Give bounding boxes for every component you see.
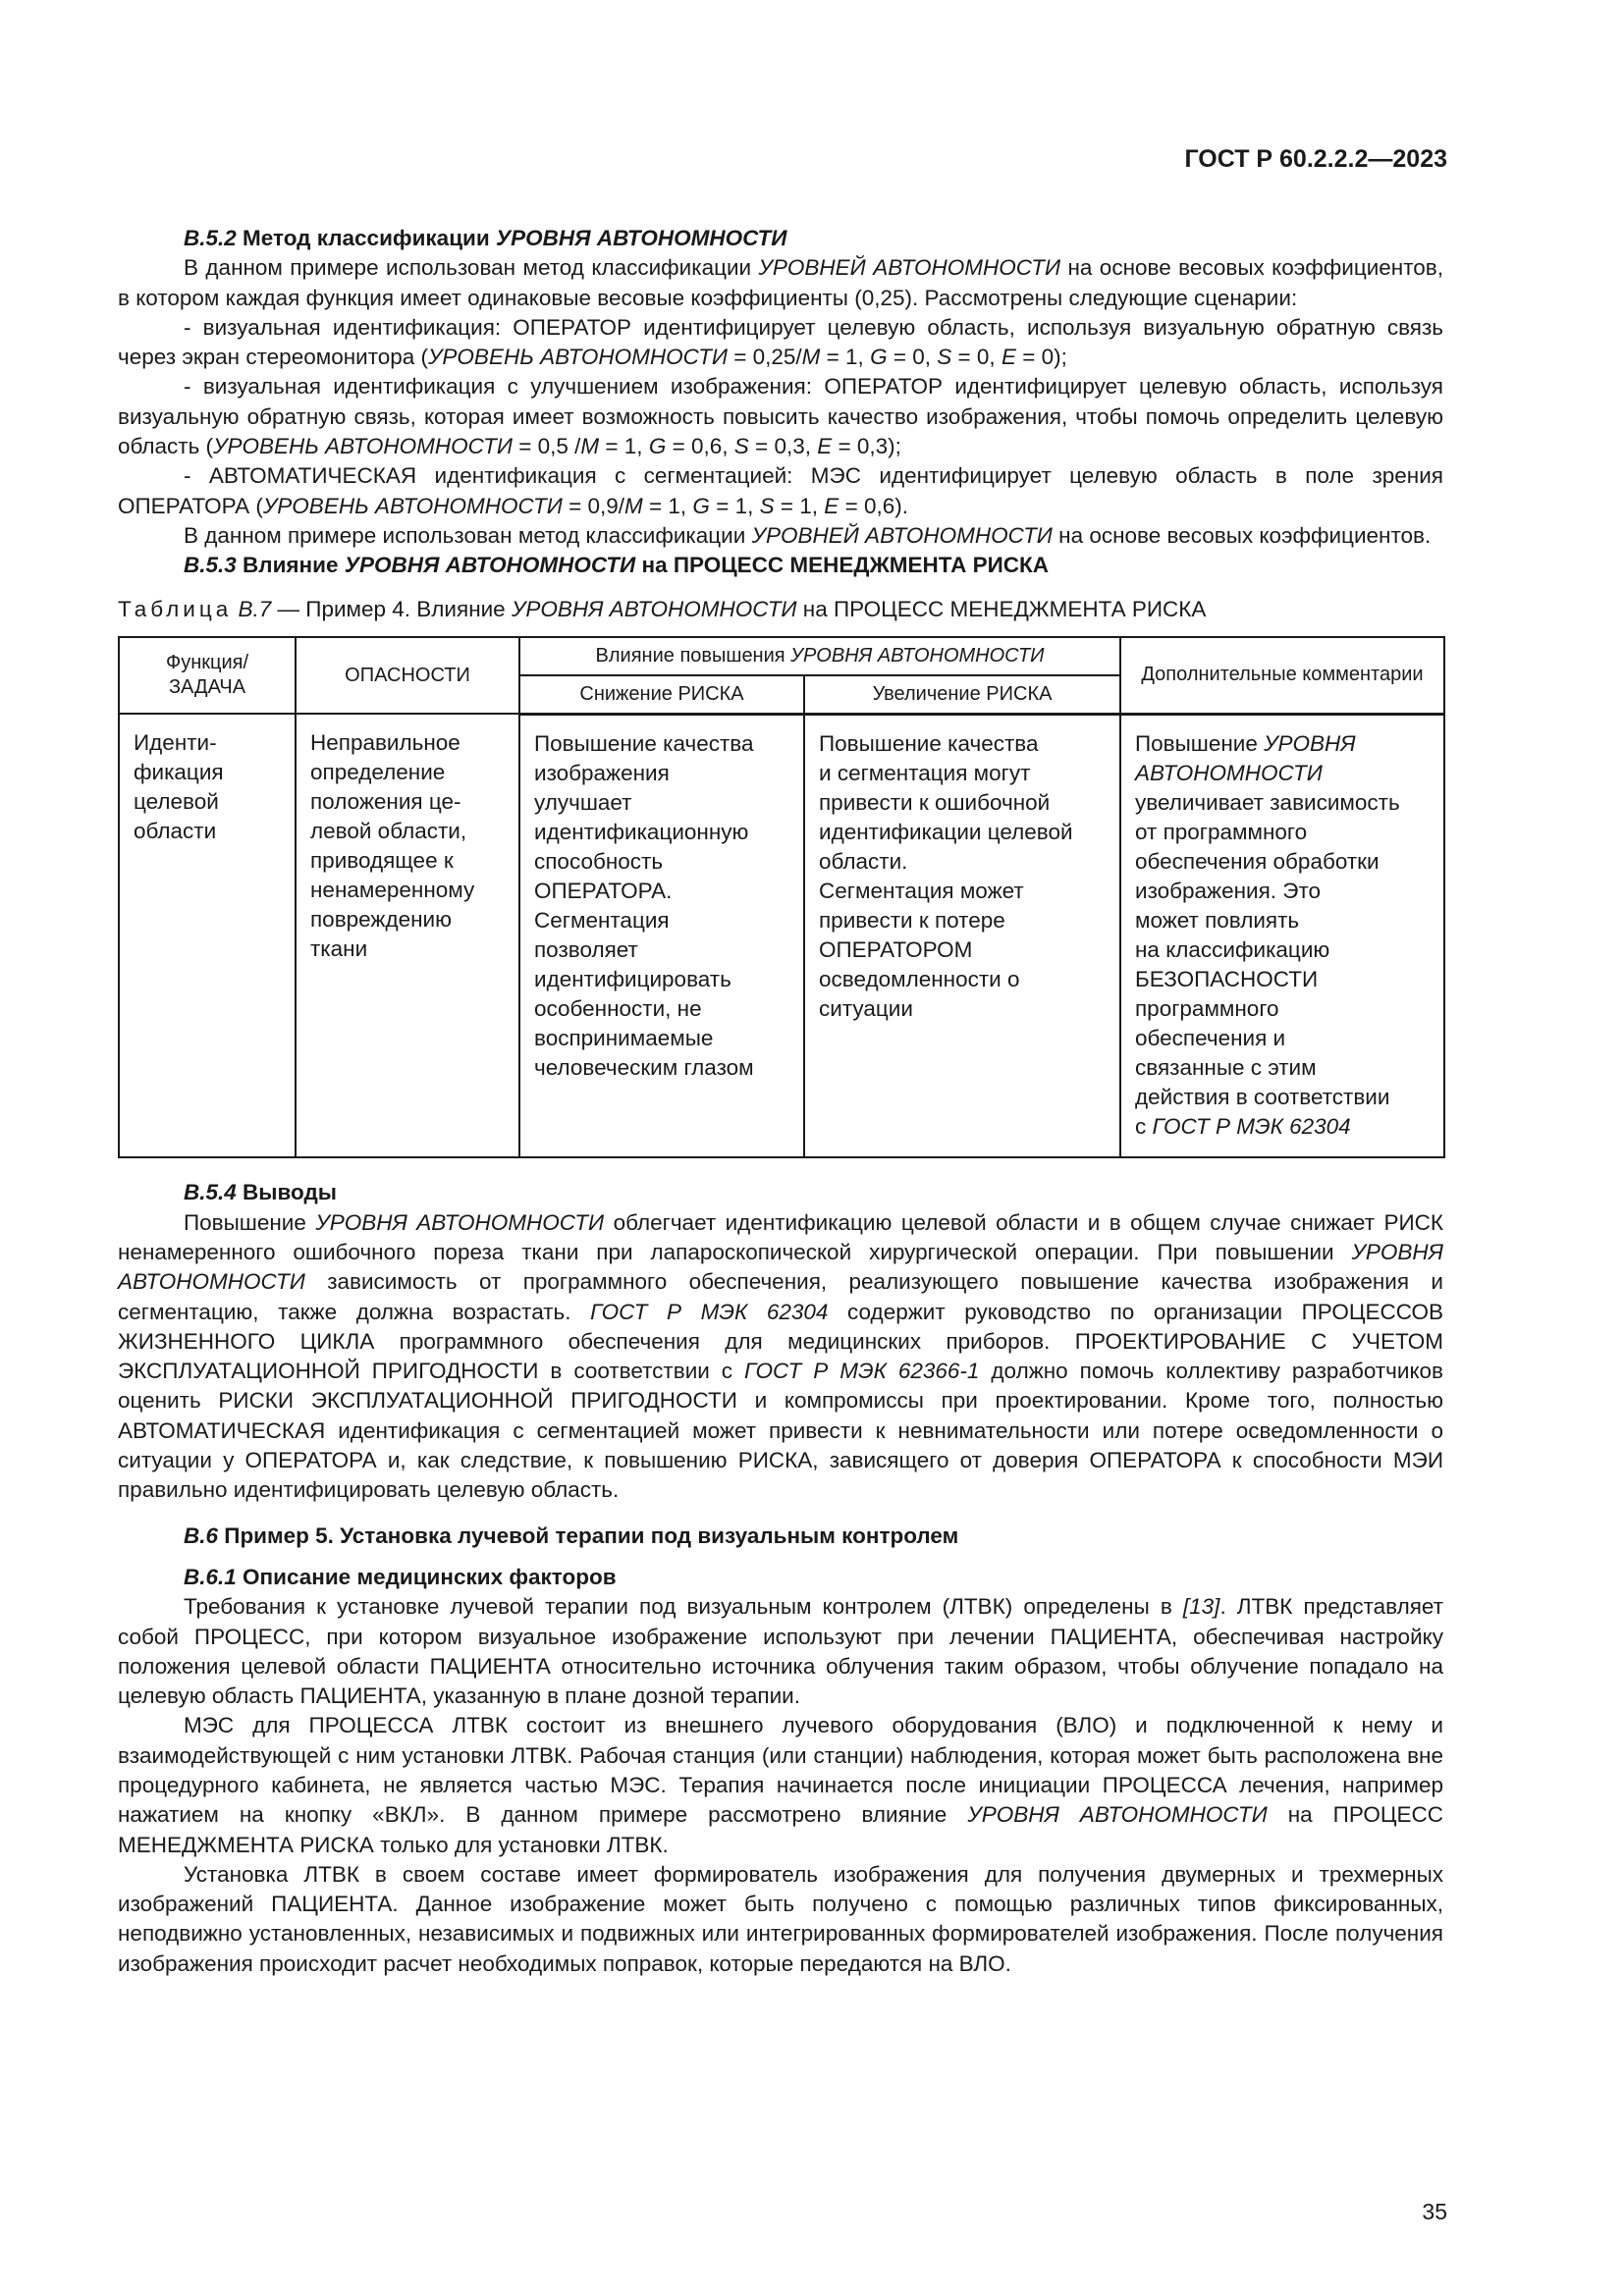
document-id: ГОСТ Р 60.2.2.2—2023	[1184, 145, 1447, 173]
col-header-comments: Дополнительные комментарии	[1120, 637, 1444, 715]
section-heading-b61	[118, 1563, 1443, 1592]
variable: M	[580, 434, 600, 459]
col-header-function: Функция/ ЗАДАЧА	[119, 637, 296, 715]
heading-text: Пример 5. Установка лучевой терапии под визуальным контролем	[218, 1522, 959, 1548]
section-number: B.5.4	[184, 1180, 237, 1205]
term: УРОВНЯ АВТОНОМНОСТИ	[511, 596, 797, 621]
scenario-item	[118, 313, 1443, 373]
term: УРОВНЕЙ АВТОНОМНОСТИ	[758, 255, 1061, 281]
text-run: = 0,6,	[666, 434, 734, 459]
text-run: Требования к установке лучевой терапии под визуальным контролем (ЛТВК) определены в	[184, 1594, 1183, 1620]
cell-risk-decrease: Повышение качества изображения улучшает идентификационную способность ОПЕРАТОРА. Сегментация позволяет идентифицировать особенности, не воспринимаемые человеческим глазом	[519, 714, 804, 1157]
col-header-hazards: ОПАСНОСТИ	[296, 637, 519, 715]
standard-ref: ГОСТ Р МЭК 62304	[590, 1299, 829, 1324]
text-run: облегчает идентификацию целевой области и в общем случае снижает РИСК ненамеренного ошибочного пореза ткани при лапароскопической хирургической операции. При повышении	[118, 1209, 1443, 1264]
section-number: B.6	[184, 1522, 219, 1548]
heading-term: УРОВНЯ АВТОНОМНОСТИ	[344, 553, 636, 578]
variable: E	[1001, 345, 1016, 370]
text-run: = 0,25/	[727, 345, 802, 370]
variable: M	[624, 493, 643, 518]
text-run: = 0,3,	[748, 434, 818, 459]
section-number: B.5.2	[184, 226, 237, 250]
heading-text: Описание медицинских факторов	[236, 1564, 617, 1589]
heading-term: УРОВНЯ АВТОНОМНОСТИ	[495, 226, 787, 250]
variable: S	[937, 345, 952, 370]
text-run: = 0);	[1015, 345, 1067, 370]
heading-text: Выводы	[236, 1180, 337, 1205]
text-run: Влияние повышения	[595, 644, 791, 667]
scenario-item	[118, 461, 1443, 521]
variable: S	[759, 493, 775, 518]
term: УРОВНЯ АВТОНОМНОСТИ	[790, 644, 1045, 667]
risk-table	[118, 636, 1445, 1159]
term: УРОВНЯ АВТОНОМНОСТИ	[118, 1239, 1443, 1295]
variable: G	[870, 345, 888, 370]
variable: S	[733, 434, 749, 459]
section-heading-b54	[118, 1178, 1443, 1207]
text-run: = 0,	[951, 345, 1001, 370]
table-caption	[118, 595, 1443, 624]
text-run: = 0,3);	[832, 434, 901, 459]
heading-text: на ПРОЦЕСС МЕНЕДЖМЕНТА РИСКА	[635, 553, 1050, 578]
text-run: = 0,	[887, 345, 938, 370]
text-run: на ПРОЦЕСС МЕНЕДЖМЕНТА РИСКА	[796, 596, 1207, 621]
text-run: содержит руководство по организации ПРОЦЕССОВ ЖИЗНЕННОГО ЦИКЛА программного обеспечения для медицинских приборов. ПРОЕКТИРОВАНИЕ С УЧЕТОМ ЭКСПЛУАТАЦИОННОЙ ПРИГОДНОСТИ в соответствии с	[118, 1299, 1443, 1384]
text-run: на основе весовых коэффициентов, в котором каждая функция имеет одинаковые весовые коэффициенты (0,25). Рассмотрены следующие сценарии:	[118, 255, 1444, 310]
term: УРОВЕНЬ АВТОНОМНОСТИ	[262, 493, 563, 518]
paragraph	[118, 1592, 1443, 1711]
caption-label: Таблица	[118, 596, 233, 621]
text-run: на ПРОЦЕСС МЕНЕДЖМЕНТА РИСКА только для установки ЛТВК.	[118, 1802, 1444, 1857]
text-run: = 0,5 /	[512, 434, 581, 459]
text-run: на основе весовых коэффициентов.	[1052, 522, 1432, 548]
section-number: B.5.3	[184, 553, 237, 578]
variable: G	[648, 434, 667, 459]
col-header-risk-increase: Увеличение РИСКА	[804, 675, 1120, 715]
bibliography-ref: [13]	[1182, 1594, 1220, 1620]
text-run: = 1,	[599, 434, 649, 459]
paragraph	[118, 521, 1443, 551]
text-run: = 0,9/	[562, 493, 624, 518]
heading-text: Влияние	[236, 553, 345, 578]
variable: E	[817, 434, 833, 459]
paragraph	[118, 1208, 1443, 1506]
section-number: B.6.1	[184, 1564, 237, 1589]
cell-comments: Повышение УРОВНЯ АВТОНОМНОСТИ увеличивает зависимость от программного обеспечения обработки изображения. Это может повлиять на классификацию БЕЗОПАСНОСТИ программного обеспечения и связанные с этим действия в соответствии с ГОСТ Р МЭК 62304	[1120, 714, 1444, 1157]
page-content	[118, 224, 1443, 1979]
text-run: В данном примере использован метод классификации	[184, 255, 759, 281]
scenario-item	[118, 372, 1443, 461]
text-run: = 0,6).	[839, 493, 908, 518]
text-run: = 1,	[774, 493, 825, 518]
section-heading-b52	[118, 224, 1443, 253]
term: УРОВЕНЬ АВТОНОМНОСТИ	[213, 434, 513, 459]
variable: G	[692, 493, 710, 518]
text-run: - визуальная идентификация с улучшением изображения: ОПЕРАТОР идентифицирует целевую область, используя визуальную обратную связь, которая имеет возможность повысить качество изображения, чтобы помочь определить целевую область (	[118, 374, 1443, 459]
text-run: = 1,	[709, 493, 760, 518]
variable: M	[801, 345, 821, 370]
col-header-risk-decrease: Снижение РИСКА	[519, 675, 804, 715]
text-run: Повышение	[184, 1209, 316, 1235]
text-run: . ЛТВК представляет собой ПРОЦЕСС, при котором визуальное изображение используют при лечении ПАЦИЕНТА, обеспечивая настройку положения целевой области ПАЦИЕНТА относительно источника облучения таким образом, чтобы облучение попадало на целевую область ПАЦИЕНТА, указанную в плане дозной терапии.	[118, 1594, 1443, 1709]
table-row	[119, 714, 1444, 1157]
text-run: - визуальная идентификация: ОПЕРАТОР идентифицирует целевую область, используя визуальную обратную связь через экран стереомонитора (	[118, 314, 1443, 370]
caption-number: B.7	[238, 596, 272, 621]
heading-text: Метод классификации	[236, 226, 496, 250]
text-run: зависимость от программного обеспечения, реализующего повышение качества изображения и сегментацию, также должна возрастать.	[118, 1269, 1443, 1324]
standard-ref: ГОСТ Р МЭК 62366-1	[744, 1359, 980, 1384]
section-heading-b6	[118, 1522, 1443, 1551]
text-run: — Пример 4. Влияние	[271, 596, 512, 621]
term: УРОВНЕЙ АВТОНОМНОСТИ	[751, 522, 1053, 548]
text-run: = 1,	[642, 493, 693, 518]
text-run: В данном примере использован метод классификации	[184, 522, 752, 548]
term: УРОВЕНЬ АВТОНОМНОСТИ	[428, 345, 728, 370]
text-run: = 1,	[820, 345, 871, 370]
term: УРОВНЯ АВТОНОМНОСТИ	[967, 1802, 1268, 1828]
text-run: МЭС для ПРОЦЕССА ЛТВК состоит из внешнего лучевого оборудования (ВЛО) и подключенной к нему и взаимодействующей с ним установки ЛТВК. Рабочая станция (или станции) наблюдения, которая может быть расположена вне процедурного кабинета, не является частью МЭС. Терапия начинается после инициации ПРОЦЕССА лечения, например нажатием на кнопку «ВКЛ». В данном примере рассмотрено влияние	[118, 1713, 1443, 1828]
term: УРОВНЯ АВТОНОМНОСТИ	[315, 1209, 605, 1235]
paragraph	[118, 253, 1443, 313]
cell-function: Иденти- фикация целевой области	[119, 714, 296, 1157]
cell-hazards: Неправильное определение положения це- левой области, приводящее к ненамеренному повреждению ткани	[296, 714, 519, 1157]
paragraph: Установка ЛТВК в своем составе имеет формирователь изображения для получения двумерных и трехмерных изображений ПАЦИЕНТА. Данное изображение может быть получено с помощью различных типов фиксированных, неподвижно установленных, независимых и подвижных или интегрированных формирователей изображения. После получения изображения происходит расчет необходимых поправок, которые передаются на ВЛО.	[118, 1861, 1443, 1976]
page-number: 35	[1422, 2199, 1447, 2224]
section-heading-b53	[118, 551, 1443, 580]
cell-risk-increase: Повышение качества и сегментация могут привести к ошибочной идентификации целевой области. Сегментация может привести к потере ОПЕРАТОРОМ осведомленности о ситуации	[804, 714, 1120, 1157]
text-run: должно помочь коллективу разработчиков оценить РИСКИ ЭКСПЛУАТАЦИОННОЙ ПРИГОДНОСТИ и компромиссы при проектировании. Кроме того, полностью АВТОМАТИЧЕСКАЯ идентификация с сегментацией может привести к невнимательности или потере осведомленности о ситуации у ОПЕРАТОРА и, как следствие, к повышению РИСКА, зависящего от доверия ОПЕРАТОРА к способности МЭИ правильно идентифицировать целевую область.	[118, 1359, 1444, 1503]
text-run: - АВТОМАТИЧЕСКАЯ идентификация с сегментацией: МЭС идентифицирует целевую область в поле зрения ОПЕРАТОРА (	[118, 463, 1443, 518]
paragraph	[118, 1711, 1443, 1859]
variable: E	[824, 493, 839, 518]
col-header-influence	[519, 637, 1120, 675]
